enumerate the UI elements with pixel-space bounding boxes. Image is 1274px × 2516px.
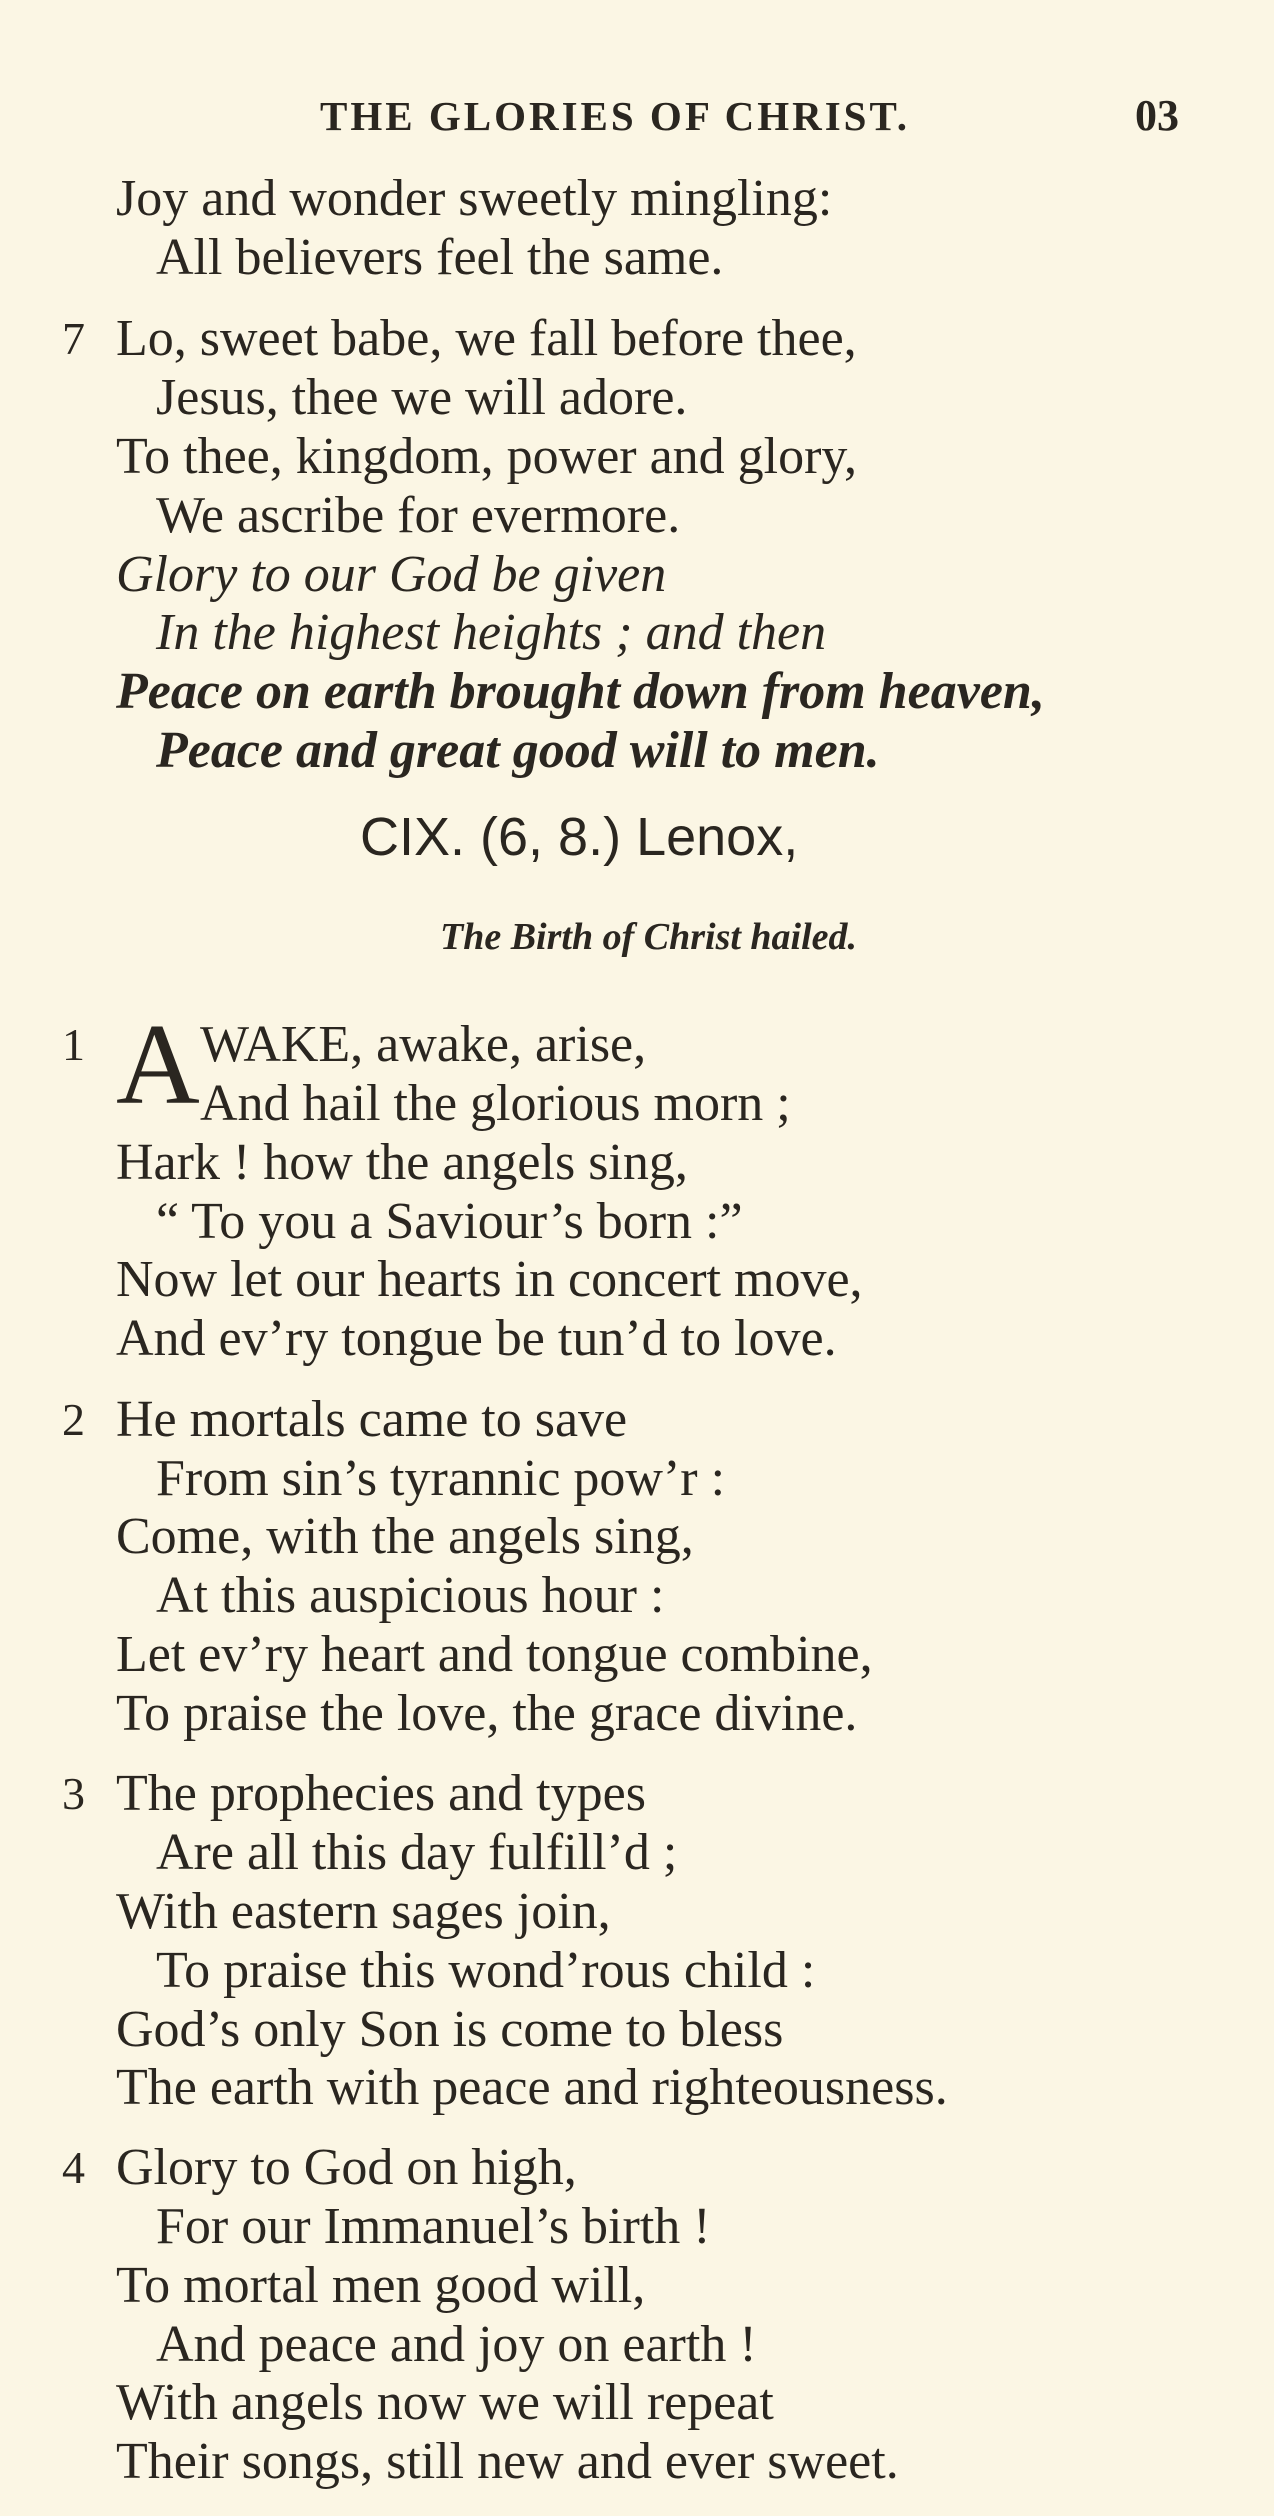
verse-line: The earth with peace and righteousness. [116,2059,948,2117]
verse-line: And hail the glorious morn ; [200,1074,791,1132]
verse-line: And peace and joy on earth ! [156,2315,757,2373]
verse-line: He mortals came to save [116,1390,628,1448]
continuation-line: All believers feel the same. [156,228,724,286]
running-title: THE GLORIES OF CHRIST. [320,93,911,139]
verse-line: And ev’ry tongue be tun’d to love. [116,1310,837,1368]
running-header [0,86,1274,146]
verse-number: 1 [62,1019,85,1071]
verse-line-italic: Peace and great good will to men. [156,722,880,780]
verse-line: From sin’s tyrannic pow’r : [156,1449,726,1507]
verse-line: For our Immanuel’s birth ! [156,2197,711,2255]
verse-line: Now let our hearts in concert move, [116,1251,863,1309]
verse-line: WAKE, awake, arise, [200,1016,647,1074]
verse-number: 4 [62,2142,85,2194]
verse-line-italic: Peace on earth brought down from heaven, [116,663,1045,721]
verse-line: The prophecies and types [116,1765,646,1823]
verse-line: To mortal men good will, [116,2256,646,2314]
verse-line: With eastern sages join, [116,1883,611,1941]
verse-line: Their songs, still new and ever sweet. [116,2433,899,2491]
verse-line: God’s only Son is come to bless [116,2000,784,2058]
verse-line: At this auspicious hour : [156,1567,665,1625]
verse-line: Let ev’ry heart and tongue combine, [116,1625,873,1683]
verse-line: Jesus, thee we will adore. [156,369,688,427]
verse-number: 2 [62,1393,85,1445]
page-number: 03 [1135,91,1179,140]
verse-line-italic: Glory to our God be given [116,545,667,603]
continuation-line: Joy and wonder sweetly mingling: [116,170,833,227]
verse-line: We ascribe for evermore. [156,486,681,544]
verse-line: Come, with the angels sing, [116,1508,694,1566]
verse-line: To praise this wond’rous child : [156,1941,816,1999]
verse-line: To praise the love, the grace divine. [116,1684,858,1742]
verse-line: Lo, sweet babe, we fall before thee, [116,310,857,368]
verse-line-italic: In the highest heights ; and then [156,604,827,662]
verse-line: With angels now we will repeat [116,2374,774,2432]
hymn-subtitle: The Birth of Christ hailed. [440,915,858,958]
verse-line: To thee, kingdom, power and glory, [116,428,858,485]
verse-number: 7 [62,313,85,365]
verse-line: Hark ! how the angels sing, [116,1133,688,1191]
verse-line: Glory to God on high, [116,2139,577,2197]
hymn-heading: CIX. (6, 8.) Lenox, [360,806,799,867]
verse-line: Are all this day fulfill’d ; [156,1824,678,1882]
verse-line: “ To you a Saviour’s born :” [156,1192,743,1250]
drop-cap: A [116,1000,200,1129]
verse-number: 3 [62,1768,85,1820]
